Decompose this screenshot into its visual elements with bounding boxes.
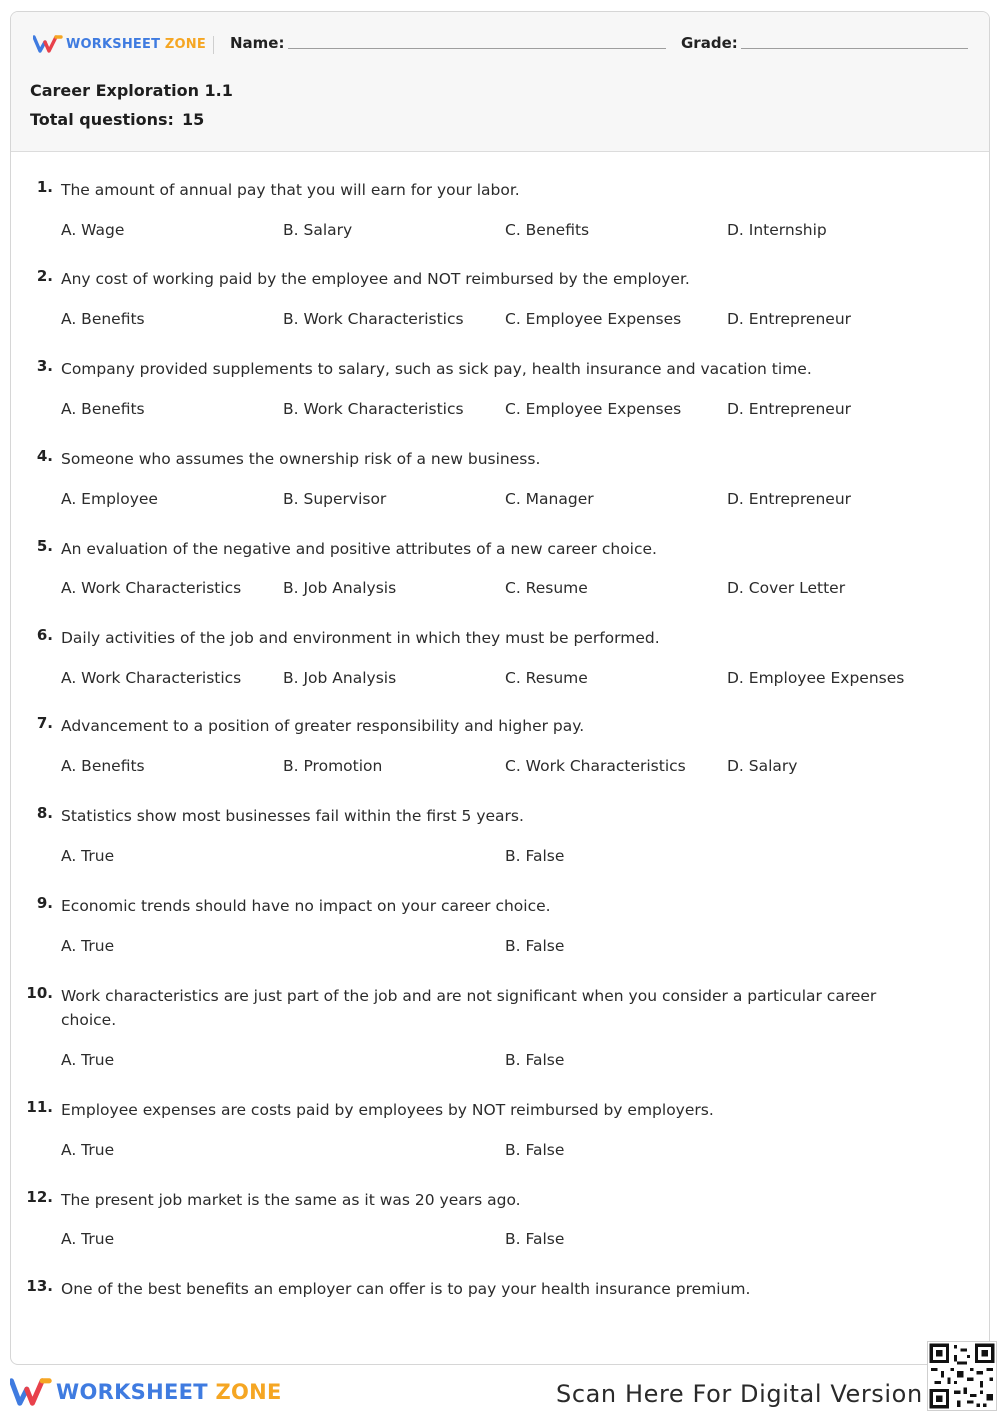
option-b[interactable]: B. False [505, 1051, 565, 1069]
option-b[interactable]: B. False [505, 847, 565, 865]
question-text: Statistics show most businesses fail within the first 5 years. [61, 807, 524, 825]
option-a[interactable]: A. Benefits [61, 400, 145, 418]
footer-worksheet-zone-logo [10, 1376, 282, 1408]
logo-w-icon [10, 1376, 52, 1408]
question-text: One of the best benefits an employer can offer is to pay your health insurance premium. [61, 1280, 751, 1298]
option-a[interactable]: A. Benefits [61, 757, 145, 775]
option-c[interactable]: C. Benefits [505, 221, 590, 239]
answer-options [61, 844, 961, 868]
answer-options [61, 487, 961, 511]
worksheet-page [10, 11, 990, 1365]
option-d[interactable]: D. Entrepreneur [727, 400, 852, 418]
question-text: The present job market is the same as it was 20 years ago. [61, 1191, 521, 1209]
answer-options [61, 576, 961, 600]
logo-text: WORKSHEET ZONE [56, 1380, 282, 1404]
option-b[interactable]: B. Supervisor [283, 490, 387, 508]
scan-here-text: Scan Here For Digital Version [556, 1380, 923, 1408]
worksheet-title: Career Exploration 1.1 [30, 81, 233, 100]
option-c[interactable]: C. Resume [505, 669, 588, 687]
option-c[interactable]: C. Manager [505, 490, 594, 508]
question-number: 12. [26, 1188, 53, 1206]
question-text: Employee expenses are costs paid by employees by NOT reimbursed by employers. [61, 1101, 714, 1119]
option-a[interactable]: A. Wage [61, 221, 125, 239]
answer-options [61, 1048, 961, 1072]
question-number: 9. [36, 894, 53, 912]
option-b[interactable]: B. False [505, 1141, 565, 1159]
option-c[interactable]: C. Employee Expenses [505, 310, 682, 328]
question-text: Work characteristics are just part of the job and are not significant when you consider a particular career choice. [61, 987, 877, 1029]
question-text: Economic trends should have no impact on your career choice. [61, 897, 551, 915]
question-number: 10. [26, 984, 53, 1002]
question-number: 8. [36, 804, 53, 822]
option-c[interactable]: C. Employee Expenses [505, 400, 682, 418]
total-questions-count: 15 [181, 110, 205, 129]
option-b[interactable]: B. Work Characteristics [283, 400, 464, 418]
answer-options [61, 666, 961, 690]
question-text: Any cost of working paid by the employee and NOT reimbursed by the employer. [61, 270, 690, 288]
logo-text: WORKSHEET ZONE [66, 36, 206, 52]
qr-code-icon[interactable] [927, 1341, 997, 1411]
question-text: Company provided supplements to salary, such as sick pay, health insurance and vacation time. [61, 360, 812, 378]
option-d[interactable]: D. Entrepreneur [727, 490, 852, 508]
option-d[interactable]: D. Employee Expenses [727, 669, 905, 687]
question-number: 5. [36, 537, 53, 555]
option-c[interactable]: C. Resume [505, 579, 588, 597]
question-number: 4. [36, 447, 53, 465]
worksheet-zone-logo [33, 34, 206, 54]
option-b[interactable]: B. Job Analysis [283, 669, 397, 687]
question-number: 11. [26, 1098, 53, 1116]
option-a[interactable]: A. True [61, 1230, 115, 1248]
answer-options [61, 1138, 961, 1162]
option-a[interactable]: A. Employee [61, 490, 158, 508]
grade-label: Grade: [681, 34, 738, 52]
option-a[interactable]: A. True [61, 1141, 115, 1159]
option-b[interactable]: B. Promotion [283, 757, 383, 775]
option-b[interactable]: B. Job Analysis [283, 579, 397, 597]
grade-field[interactable] [741, 48, 968, 49]
question-text: Daily activities of the job and environment in which they must be performed. [61, 629, 660, 647]
option-d[interactable]: D. Internship [727, 221, 827, 239]
option-a[interactable]: A. Benefits [61, 310, 145, 328]
question-number: 1. [36, 178, 53, 196]
name-label: Name: [230, 34, 285, 52]
answer-options [61, 218, 961, 242]
answer-options [61, 397, 961, 421]
option-a[interactable]: A. True [61, 847, 115, 865]
option-d[interactable]: D. Entrepreneur [727, 310, 852, 328]
question-number: 6. [36, 626, 53, 644]
answer-options [61, 934, 961, 958]
option-c[interactable]: C. Work Characteristics [505, 757, 686, 775]
header-divider [213, 36, 214, 54]
answer-options [61, 1227, 961, 1251]
question-text: Advancement to a position of greater responsibility and higher pay. [61, 717, 585, 735]
option-b[interactable]: B. Salary [283, 221, 353, 239]
name-field[interactable] [288, 48, 666, 49]
answer-options [61, 307, 961, 331]
worksheet-header [11, 12, 989, 152]
option-a[interactable]: A. True [61, 1051, 115, 1069]
question-number: 2. [36, 267, 53, 285]
question-text: An evaluation of the negative and positive attributes of a new career choice. [61, 540, 657, 558]
question-number: 13. [26, 1277, 53, 1295]
option-a[interactable]: A. Work Characteristics [61, 669, 242, 687]
question-text: Someone who assumes the ownership risk of a new business. [61, 450, 541, 468]
question-number: 3. [36, 357, 53, 375]
total-questions [30, 110, 204, 129]
question-number: 7. [36, 714, 53, 732]
option-b[interactable]: B. Work Characteristics [283, 310, 464, 328]
option-a[interactable]: A. Work Characteristics [61, 579, 242, 597]
option-d[interactable]: D. Cover Letter [727, 579, 846, 597]
logo-w-icon [33, 34, 63, 54]
total-questions-label: Total questions: [30, 110, 174, 129]
option-a[interactable]: A. True [61, 937, 115, 955]
question-text: The amount of annual pay that you will earn for your labor. [61, 181, 520, 199]
option-d[interactable]: D. Salary [727, 757, 798, 775]
option-b[interactable]: B. False [505, 1230, 565, 1248]
answer-options [61, 754, 961, 778]
option-b[interactable]: B. False [505, 937, 565, 955]
